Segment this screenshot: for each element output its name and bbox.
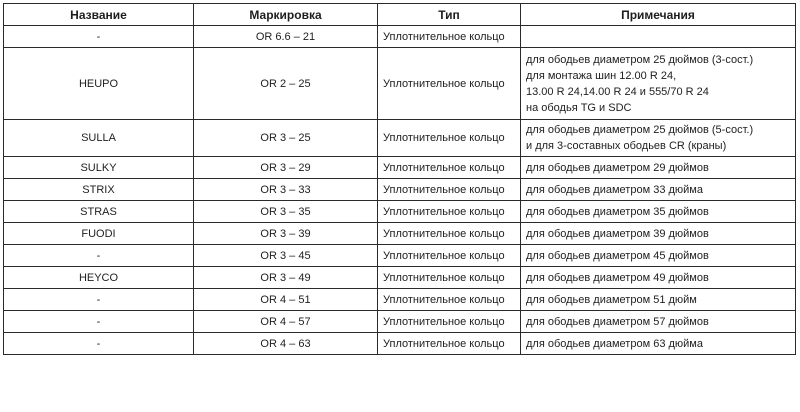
cell-type: Уплотнительное кольцо [378, 201, 521, 223]
cell-name: - [4, 333, 194, 355]
cell-type: Уплотнительное кольцо [378, 157, 521, 179]
cell-type: Уплотнительное кольцо [378, 120, 521, 157]
cell-notes: для ободьев диаметром 49 дюймов [521, 267, 796, 289]
note-line: на ободья TG и SDC [526, 101, 632, 114]
cell-notes: для ободьев диаметром 39 дюймов [521, 223, 796, 245]
cell-name: SULLA [4, 120, 194, 157]
note-line: для монтажа шин 12.00 R 24, [526, 69, 677, 82]
cell-marking: OR 3 – 45 [194, 245, 378, 267]
o-ring-spec-table [3, 3, 796, 355]
cell-marking: OR 4 – 51 [194, 289, 378, 311]
table-row [4, 157, 796, 179]
cell-name: - [4, 311, 194, 333]
table-row [4, 201, 796, 223]
cell-marking: OR 3 – 25 [194, 120, 378, 157]
cell-name: HEYCO [4, 267, 194, 289]
header-notes: Примечания [521, 4, 796, 26]
cell-name: FUODI [4, 223, 194, 245]
cell-name: - [4, 245, 194, 267]
cell-notes: для ободьев диаметром 33 дюйма [521, 179, 796, 201]
cell-marking: OR 6.6 – 21 [194, 26, 378, 48]
cell-notes: для ободьев диаметром 29 дюймов [521, 157, 796, 179]
cell-notes: для ободьев диаметром 63 дюйма [521, 333, 796, 355]
cell-marking: OR 3 – 35 [194, 201, 378, 223]
cell-type: Уплотнительное кольцо [378, 48, 521, 120]
cell-name: - [4, 26, 194, 48]
cell-name: STRAS [4, 201, 194, 223]
cell-marking: OR 3 – 39 [194, 223, 378, 245]
table-row [4, 179, 796, 201]
cell-name: HEUPO [4, 48, 194, 120]
document-page [3, 3, 795, 408]
cell-type: Уплотнительное кольцо [378, 245, 521, 267]
cell-notes [521, 48, 796, 120]
cell-marking: OR 3 – 33 [194, 179, 378, 201]
cell-notes [521, 26, 796, 48]
cell-notes [521, 120, 796, 157]
cell-type: Уплотнительное кольцо [378, 179, 521, 201]
cell-type: Уплотнительное кольцо [378, 333, 521, 355]
cell-marking: OR 3 – 29 [194, 157, 378, 179]
header-name: Название [4, 4, 194, 26]
table-row [4, 48, 796, 120]
header-type: Тип [378, 4, 521, 26]
cell-name: - [4, 289, 194, 311]
table-row [4, 311, 796, 333]
header-marking: Маркировка [194, 4, 378, 26]
cell-type: Уплотнительное кольцо [378, 289, 521, 311]
table-row [4, 223, 796, 245]
table-row [4, 289, 796, 311]
table-row [4, 120, 796, 157]
cell-name: SULKY [4, 157, 194, 179]
cell-type: Уплотнительное кольцо [378, 223, 521, 245]
cell-notes: для ободьев диаметром 51 дюйм [521, 289, 796, 311]
table-row [4, 333, 796, 355]
cell-type: Уплотнительное кольцо [378, 267, 521, 289]
cell-name: STRIX [4, 179, 194, 201]
cell-type: Уплотнительное кольцо [378, 26, 521, 48]
cell-marking: OR 2 – 25 [194, 48, 378, 120]
cell-notes: для ободьев диаметром 35 дюймов [521, 201, 796, 223]
cell-marking: OR 4 – 63 [194, 333, 378, 355]
table-row [4, 267, 796, 289]
note-line: для ободьев диаметром 25 дюймов (3-сост.) [526, 53, 754, 66]
cell-notes: для ободьев диаметром 57 дюймов [521, 311, 796, 333]
cell-marking: OR 3 – 49 [194, 267, 378, 289]
note-line: для ободьев диаметром 25 дюймов (5-сост.) [526, 124, 754, 136]
note-line: и для 3-составных ободьев CR (краны) [526, 140, 727, 152]
cell-type: Уплотнительное кольцо [378, 311, 521, 333]
cell-marking: OR 4 – 57 [194, 311, 378, 333]
table-row [4, 26, 796, 48]
note-line: 13.00 R 24,14.00 R 24 и 555/70 R 24 [526, 85, 709, 98]
table-header-row [4, 4, 796, 26]
table-row [4, 245, 796, 267]
cell-notes: для ободьев диаметром 45 дюймов [521, 245, 796, 267]
